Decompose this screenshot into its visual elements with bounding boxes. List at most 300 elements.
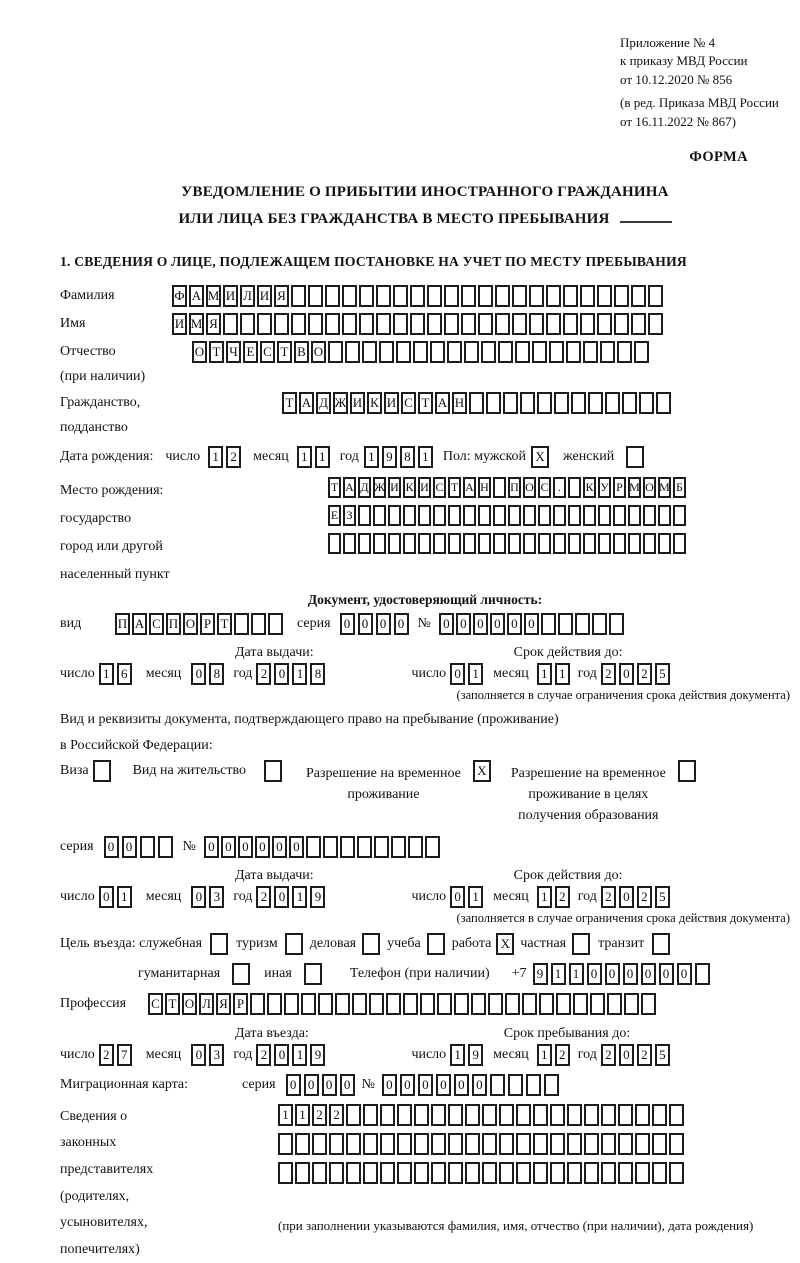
char-cell xyxy=(342,285,357,307)
char-cell xyxy=(274,313,289,335)
char-cell xyxy=(465,1133,480,1155)
char-cell: Т xyxy=(165,993,180,1015)
char-cell xyxy=(600,341,615,363)
temp-residence-edu-line: проживание в целях xyxy=(528,786,649,802)
char-cell xyxy=(342,313,357,335)
stay-month-cells xyxy=(537,1044,570,1066)
char-cell xyxy=(325,285,340,307)
citizenship-sublabel: подданство xyxy=(60,419,128,435)
char-cell xyxy=(267,993,282,1015)
char-cell xyxy=(444,313,459,335)
char-cell xyxy=(618,1104,633,1126)
char-cell xyxy=(433,533,446,554)
citizenship-label: Гражданство, подданство xyxy=(60,392,282,436)
char-cell: Я xyxy=(206,313,221,335)
char-cell xyxy=(363,1162,378,1184)
char-cell xyxy=(284,993,299,1015)
citizenship-cells xyxy=(282,392,671,414)
char-cell xyxy=(601,1104,616,1126)
char-cell xyxy=(613,533,626,554)
char-cell: 2 xyxy=(256,886,271,908)
char-cell: 1 xyxy=(99,663,114,685)
char-cell: 0 xyxy=(641,963,656,985)
char-cell xyxy=(499,1104,514,1126)
char-cell xyxy=(549,341,564,363)
birth-place-row3 xyxy=(328,533,686,554)
representatives-row1 xyxy=(278,1104,753,1126)
char-cell xyxy=(403,533,416,554)
char-cell xyxy=(505,993,520,1015)
char-cell xyxy=(482,1104,497,1126)
char-cell xyxy=(431,1162,446,1184)
char-cell: Я xyxy=(216,993,231,1015)
identity-doc-date-titles xyxy=(60,642,790,661)
char-cell: 5 xyxy=(655,1044,670,1066)
char-cell xyxy=(624,993,639,1015)
char-cell: Д xyxy=(316,392,331,414)
birth-date-row xyxy=(60,446,790,468)
char-cell: И xyxy=(172,313,187,335)
representatives-row3 xyxy=(278,1162,753,1184)
char-cell: У xyxy=(598,477,611,498)
issue-year-cells xyxy=(256,663,325,685)
char-cell xyxy=(397,1104,412,1126)
char-cell xyxy=(240,313,255,335)
char-cell xyxy=(448,505,461,526)
purpose-tourism-checkbox xyxy=(285,933,303,955)
char-cell xyxy=(335,993,350,1015)
char-cell: 3 xyxy=(209,1044,224,1066)
char-cell xyxy=(482,1133,497,1155)
char-cell xyxy=(346,1162,361,1184)
month-label: месяц xyxy=(145,665,182,681)
char-cell xyxy=(325,313,340,335)
given-name-cells xyxy=(172,313,663,335)
char-cell: 2 xyxy=(329,1104,344,1126)
birth-place-label: Место рождения: xyxy=(60,482,164,498)
char-cell xyxy=(648,313,663,335)
char-cell xyxy=(539,993,554,1015)
char-cell xyxy=(295,1162,310,1184)
blank-underline xyxy=(620,210,672,223)
representatives-label: законных xyxy=(60,1135,117,1151)
char-cell: 0 xyxy=(274,886,289,908)
purpose-business-label: деловая xyxy=(309,935,357,951)
char-cell xyxy=(512,285,527,307)
char-cell: М xyxy=(189,313,204,335)
char-cell xyxy=(544,1074,559,1096)
char-cell: 0 xyxy=(400,1074,415,1096)
representatives-block xyxy=(60,1104,790,1263)
char-cell xyxy=(495,285,510,307)
char-cell xyxy=(393,285,408,307)
char-cell xyxy=(550,1104,565,1126)
char-cell: 0 xyxy=(623,963,638,985)
char-cell: А xyxy=(189,285,204,307)
char-cell: 8 xyxy=(400,446,415,468)
char-cell xyxy=(329,1133,344,1155)
char-cell xyxy=(418,505,431,526)
doc-number-cells xyxy=(439,613,624,635)
char-cell: 0 xyxy=(450,663,465,685)
char-cell: 9 xyxy=(310,1044,325,1066)
char-cell: 1 xyxy=(450,1044,465,1066)
doc-number-label: № xyxy=(417,615,431,631)
char-cell xyxy=(318,993,333,1015)
form-label: ФОРМА xyxy=(689,149,748,166)
char-cell xyxy=(546,285,561,307)
char-cell xyxy=(291,285,306,307)
expiry-note: (заполняется в случае ограничения срока действия документа) xyxy=(456,687,790,702)
char-cell: 0 xyxy=(659,963,674,985)
purpose-work-checkbox: X xyxy=(496,933,514,955)
char-cell: 0 xyxy=(238,836,253,858)
purpose-humanitarian-label: гуманитарная xyxy=(138,965,221,981)
char-cell xyxy=(488,993,503,1015)
representatives-label: представителях xyxy=(60,1161,154,1177)
month-label: месяц xyxy=(253,448,289,464)
char-cell: 1 xyxy=(537,1044,552,1066)
char-cell xyxy=(516,1104,531,1126)
number-label: № xyxy=(361,1076,375,1092)
char-cell xyxy=(556,993,571,1015)
char-cell: 2 xyxy=(637,886,652,908)
char-cell xyxy=(448,1133,463,1155)
char-cell xyxy=(618,1133,633,1155)
char-cell xyxy=(601,1162,616,1184)
char-cell xyxy=(673,533,686,554)
char-cell: О xyxy=(183,613,198,635)
char-cell xyxy=(461,285,476,307)
stay-until-title: Срок пребывания до: xyxy=(503,1025,631,1041)
char-cell xyxy=(508,505,521,526)
char-cell: 0 xyxy=(272,836,287,858)
purpose-private-checkbox xyxy=(572,933,590,955)
char-cell: 0 xyxy=(358,613,373,635)
identity-doc-header: Документ, удостоверяющий личность: xyxy=(307,591,543,607)
char-cell xyxy=(656,392,671,414)
res-expiry-month-cells xyxy=(537,886,570,908)
char-cell xyxy=(575,613,590,635)
char-cell: 0 xyxy=(289,836,304,858)
phone-label: Телефон (при наличии) xyxy=(349,965,490,981)
char-cell xyxy=(278,1133,293,1155)
char-cell xyxy=(590,993,605,1015)
char-cell xyxy=(493,505,506,526)
char-cell: 5 xyxy=(655,663,670,685)
char-cell: 1 xyxy=(278,1104,293,1126)
doc-kind-cells xyxy=(115,613,283,635)
representatives-labels xyxy=(60,1104,278,1263)
char-cell: 0 xyxy=(456,613,471,635)
char-cell: Т xyxy=(418,392,433,414)
char-cell xyxy=(358,533,371,554)
char-cell: 0 xyxy=(436,1074,451,1096)
char-cell: Р xyxy=(613,477,626,498)
sex-female-label: женский xyxy=(563,448,615,464)
char-cell xyxy=(631,285,646,307)
char-cell: 2 xyxy=(312,1104,327,1126)
char-cell xyxy=(493,533,506,554)
char-cell xyxy=(478,505,491,526)
char-cell xyxy=(373,505,386,526)
char-cell: 1 xyxy=(295,1104,310,1126)
char-cell xyxy=(376,313,391,335)
char-cell: А xyxy=(435,392,450,414)
char-cell xyxy=(478,533,491,554)
expiry-year-cells xyxy=(601,663,670,685)
char-cell xyxy=(346,1104,361,1126)
char-cell xyxy=(669,1162,684,1184)
char-cell xyxy=(658,505,671,526)
char-cell: М xyxy=(628,477,641,498)
representatives-label: (родителях, xyxy=(60,1188,130,1204)
char-cell xyxy=(588,392,603,414)
char-cell: Ч xyxy=(226,341,241,363)
char-cell xyxy=(312,1162,327,1184)
char-cell: 9 xyxy=(382,446,397,468)
char-cell: 0 xyxy=(340,1074,355,1096)
char-cell: 1 xyxy=(208,446,223,468)
char-cell xyxy=(418,533,431,554)
char-cell: М xyxy=(658,477,671,498)
char-cell xyxy=(597,313,612,335)
char-cell: А xyxy=(463,477,476,498)
char-cell xyxy=(516,1162,531,1184)
char-cell xyxy=(563,285,578,307)
char-cell xyxy=(437,993,452,1015)
day-label: число xyxy=(411,888,447,904)
char-cell: 0 xyxy=(507,613,522,635)
char-cell xyxy=(388,505,401,526)
char-cell: И xyxy=(418,477,431,498)
char-cell xyxy=(499,1133,514,1155)
char-cell xyxy=(635,1104,650,1126)
surname-row xyxy=(60,285,790,307)
char-cell xyxy=(464,341,479,363)
char-cell xyxy=(431,1133,446,1155)
form-title-line1: УВЕДОМЛЕНИЕ О ПРИБЫТИИ ИНОСТРАННОГО ГРАЖДАНИНА xyxy=(181,184,669,201)
char-cell xyxy=(346,1133,361,1155)
series-label: серия xyxy=(242,1076,276,1092)
char-cell: Ф xyxy=(172,285,187,307)
expiry-month-cells xyxy=(537,663,570,685)
char-cell xyxy=(465,1104,480,1126)
char-cell xyxy=(369,993,384,1015)
representatives-label: попечителях) xyxy=(60,1241,140,1257)
entry-date-row xyxy=(60,1044,790,1066)
year-label: год xyxy=(577,1046,597,1062)
char-cell: С xyxy=(538,477,551,498)
residence-doc-dates xyxy=(60,886,790,908)
month-label: месяц xyxy=(493,1046,529,1062)
char-cell: Е xyxy=(243,341,258,363)
char-cell xyxy=(454,993,469,1015)
char-cell: 0 xyxy=(605,963,620,985)
temp-residence-line: Разрешение на временное xyxy=(305,765,461,781)
char-cell: 1 xyxy=(537,886,552,908)
series-label: серия xyxy=(60,838,94,854)
char-cell: 2 xyxy=(226,446,241,468)
char-cell: Т xyxy=(448,477,461,498)
patronymic-row xyxy=(60,341,790,385)
res-issue-day-cells xyxy=(99,886,132,908)
char-cell: 0 xyxy=(382,1074,397,1096)
char-cell xyxy=(380,1162,395,1184)
char-cell: 7 xyxy=(117,1044,132,1066)
char-cell xyxy=(388,533,401,554)
char-cell: 2 xyxy=(601,663,616,685)
char-cell xyxy=(308,313,323,335)
char-cell: 9 xyxy=(468,1044,483,1066)
char-cell xyxy=(567,1104,582,1126)
char-cell xyxy=(658,533,671,554)
birth-place-grid xyxy=(328,477,686,554)
char-cell: Р xyxy=(200,613,215,635)
char-cell xyxy=(618,1162,633,1184)
char-cell xyxy=(537,392,552,414)
char-cell xyxy=(622,392,637,414)
purpose-work-label: работа xyxy=(451,935,492,951)
char-cell xyxy=(695,963,710,985)
day-label: число xyxy=(60,1046,95,1062)
birth-day-cells xyxy=(208,446,241,468)
char-cell xyxy=(386,993,401,1015)
char-cell xyxy=(499,1162,514,1184)
appendix-line: Приложение № 4 xyxy=(620,35,716,50)
doc-series-label: серия xyxy=(297,615,331,631)
expiry-date-title: Срок действия до: xyxy=(513,867,623,883)
char-cell: Ж xyxy=(333,392,348,414)
char-cell: М xyxy=(206,285,221,307)
char-cell xyxy=(444,285,459,307)
char-cell: 2 xyxy=(256,663,271,685)
char-cell xyxy=(251,613,266,635)
purpose-tourism-label: туризм xyxy=(236,935,278,951)
char-cell xyxy=(634,341,649,363)
char-cell: 0 xyxy=(418,1074,433,1096)
purpose-transit-label: транзит xyxy=(598,935,645,951)
migration-series-cells xyxy=(286,1074,355,1096)
section1-title: 1. СВЕДЕНИЯ О ЛИЦЕ, ПОДЛЕЖАЩЕМ ПОСТАНОВКЕ НА УЧЕТ ПО МЕСТУ ПРЕБЫВАНИЯ xyxy=(60,253,687,269)
char-cell xyxy=(669,1104,684,1126)
char-cell xyxy=(614,285,629,307)
char-cell xyxy=(538,533,551,554)
char-cell xyxy=(584,1162,599,1184)
day-label: число xyxy=(60,665,95,681)
char-cell xyxy=(420,993,435,1015)
char-cell xyxy=(359,285,374,307)
residence-doc-options xyxy=(60,760,790,826)
expiry-day-cells xyxy=(450,663,483,685)
purpose-other-checkbox xyxy=(304,963,322,985)
char-cell xyxy=(522,993,537,1015)
temp-residence-edu-line: получения образования xyxy=(518,807,659,823)
res-expiry-year-cells xyxy=(601,886,670,908)
char-cell xyxy=(508,1074,523,1096)
char-cell: 0 xyxy=(619,886,634,908)
char-cell: О xyxy=(311,341,326,363)
char-cell xyxy=(601,1133,616,1155)
year-label: год xyxy=(233,665,253,681)
amendment-line: от 16.11.2022 № 867) xyxy=(620,113,737,129)
residence-doc-intro2: в Российской Федерации: xyxy=(60,737,213,753)
char-cell: 0 xyxy=(274,663,289,685)
day-label: число xyxy=(411,665,447,681)
day-label: число xyxy=(411,1046,447,1062)
res-issue-year-cells xyxy=(256,886,325,908)
char-cell: 1 xyxy=(468,663,483,685)
representatives-label: усыновителях, xyxy=(60,1215,148,1231)
char-cell xyxy=(374,836,389,858)
char-cell: 1 xyxy=(468,886,483,908)
patronymic-cells xyxy=(192,341,649,363)
doc-series-cells xyxy=(340,613,409,635)
char-cell: Н xyxy=(452,392,467,414)
stay-year-cells xyxy=(601,1044,670,1066)
char-cell: Л xyxy=(199,993,214,1015)
char-cell xyxy=(478,313,493,335)
char-cell: О xyxy=(192,341,207,363)
representatives-row2 xyxy=(278,1133,753,1155)
char-cell xyxy=(605,392,620,414)
char-cell: 0 xyxy=(274,1044,289,1066)
char-cell xyxy=(427,285,442,307)
char-cell xyxy=(553,505,566,526)
char-cell xyxy=(641,993,656,1015)
entry-purpose-row xyxy=(60,933,790,955)
char-cell xyxy=(669,1133,684,1155)
char-cell: 1 xyxy=(551,963,566,985)
char-cell xyxy=(329,1162,344,1184)
char-cell xyxy=(533,1104,548,1126)
char-cell xyxy=(598,505,611,526)
temp-residence-label xyxy=(306,760,461,805)
birth-month-cells xyxy=(297,446,330,468)
char-cell xyxy=(410,285,425,307)
number-label: № xyxy=(182,838,196,854)
char-cell: И xyxy=(384,392,399,414)
char-cell xyxy=(328,341,343,363)
char-cell xyxy=(323,836,338,858)
char-cell: 6 xyxy=(117,663,132,685)
char-cell xyxy=(532,341,547,363)
char-cell xyxy=(523,505,536,526)
char-cell xyxy=(607,993,622,1015)
char-cell xyxy=(312,1133,327,1155)
char-cell xyxy=(550,1133,565,1155)
year-label: год xyxy=(577,665,597,681)
visa-label: Виза xyxy=(60,762,89,778)
sex-male-checkbox: X xyxy=(531,446,549,468)
char-cell: 2 xyxy=(256,1044,271,1066)
char-cell: 2 xyxy=(637,1044,652,1066)
appendix-line: к приказу МВД России xyxy=(620,53,748,69)
char-cell xyxy=(268,613,283,635)
char-cell xyxy=(278,1162,293,1184)
char-cell: Т xyxy=(209,341,224,363)
char-cell: 9 xyxy=(310,886,325,908)
char-cell: 1 xyxy=(292,663,307,685)
char-cell xyxy=(352,993,367,1015)
issue-date-title: Дата выдачи: xyxy=(235,867,314,883)
char-cell: 9 xyxy=(533,963,548,985)
birth-place-label: город или другой xyxy=(60,538,163,554)
expiry-date-title: Срок действия до: xyxy=(513,644,623,660)
stay-day-cells xyxy=(450,1044,483,1066)
char-cell: О xyxy=(523,477,536,498)
given-name-row xyxy=(60,313,790,335)
